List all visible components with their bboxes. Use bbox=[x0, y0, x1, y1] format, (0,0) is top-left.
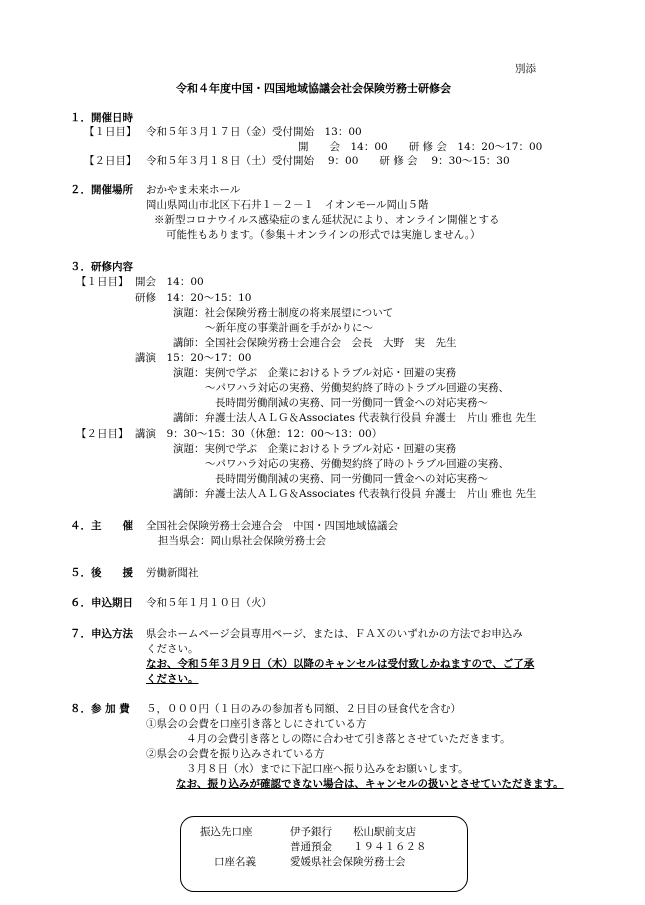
application-method-line2: ください。 bbox=[146, 643, 199, 655]
page-title: 令和４年度中国・四国地域協議会社会保険労務士研修会 bbox=[176, 82, 451, 95]
application-deadline: 令和５年１月１０日（火） bbox=[146, 597, 272, 609]
section-3-heading: ３．研修内容 bbox=[70, 261, 133, 273]
lecture2-time: 講演 9：30～15：30（休憩：12：00～13：00） bbox=[135, 428, 383, 440]
section-1-heading: １．開催日時 bbox=[70, 112, 133, 124]
section-7-heading: ７．申込方法 bbox=[70, 628, 133, 640]
attachment-label: 別添 bbox=[515, 63, 536, 75]
day1-schedule-line2: 開 会 14：00 研 修 会 14：20～17：00 bbox=[298, 141, 543, 153]
day1-label: 【１日目】 bbox=[84, 126, 137, 138]
payment-option-1-detail: ４月の会費引き落としの際に合わせて引き落とさせていただきます。 bbox=[186, 733, 511, 745]
opening-time: 開会 14：00 bbox=[135, 276, 204, 288]
training-speaker: 講師：全国社会保険労務士会連合会 会長 大野 実 先生 bbox=[173, 337, 457, 349]
training-subtitle: ～新年度の事業計画を手がかりに～ bbox=[205, 322, 373, 334]
lecture2-subtitle-2: 長時間労働削減の実務、同一労働同一賃金への対応実務～ bbox=[215, 473, 488, 485]
lecture2-speaker: 講師：弁護士法人ＡＬＧ＆Associates 代表執行役員 弁護士 片山 雅也 先生 bbox=[173, 488, 537, 500]
day1-schedule-line1: 令和５年３月１７日（金）受付開始 13：00 bbox=[146, 126, 362, 138]
section-5-heading: ５．後 援 bbox=[70, 567, 133, 579]
application-method-line1: 県会ホームページ会員専用ページ、または、ＦＡＸのいずれかの方法でお申込み bbox=[146, 628, 523, 640]
training-topic: 演題：社会保険労務士制度の将来展望について bbox=[173, 307, 394, 319]
host-organization: 全国社会保険労務士会連合会 中国・四国地域協議会 bbox=[146, 520, 398, 532]
payment-option-2-detail: ３月８日（水）までに下記口座へ振り込みをお願いします。 bbox=[186, 763, 469, 775]
sponsor-name: 労働新聞社 bbox=[146, 567, 199, 579]
training-time: 研修 14：20～15：10 bbox=[135, 292, 252, 304]
lecture1-subtitle-2: 長時間労働削減の実務、同一労働同一賃金への対応実務～ bbox=[215, 397, 488, 409]
online-note-line2: 可能性もあります。（参集＋オンラインの形式では実施しません。） bbox=[166, 229, 481, 241]
lecture1-time: 講演 15：20～17：00 bbox=[135, 352, 252, 364]
payment-option-2-note: なお、振り込みが確認できない場合は、キャンセルの扱いとさせていただきます。 bbox=[176, 778, 564, 790]
section-6-heading: ６．申込期日 bbox=[70, 597, 133, 609]
lecture2-subtitle-1: ～パワハラ対応の実務、労働契約終了時のトラブル回避の実務、 bbox=[205, 458, 510, 470]
bank-account-type-number: 普通預金 １９４１６２８ bbox=[290, 841, 427, 853]
program-day1-label: 【１日目】 bbox=[76, 276, 129, 288]
payment-option-1: ①県会の会費を口座引き落としにされている方 bbox=[146, 718, 367, 730]
section-4-heading: ４．主 催 bbox=[70, 520, 133, 532]
account-holder-label: 口座名義 bbox=[214, 856, 256, 868]
online-note-line1: ※新型コロナウイルス感染症のまん延状況により、オンライン開催とする bbox=[154, 214, 500, 226]
host-prefecture: 担当県会：岡山県社会保険労務士会 bbox=[158, 535, 326, 547]
account-holder-name: 愛媛県社会保険労務士会 bbox=[290, 856, 406, 868]
lecture2-topic: 演題：実例で学ぶ 企業におけるトラブル対応・回避の実務 bbox=[173, 443, 457, 455]
venue-name: おかやま未来ホール bbox=[146, 184, 241, 196]
bank-account-label: 振込先口座 bbox=[200, 826, 253, 838]
payment-option-2: ②県会の会費を振り込みされている方 bbox=[146, 748, 325, 760]
day2-label: 【２日目】 bbox=[84, 155, 137, 167]
venue-address: 岡山県岡山市北区下石井１－２－１ イオンモール岡山５階 bbox=[146, 199, 429, 211]
cancellation-notice-line2: ください。 bbox=[146, 673, 199, 685]
bank-name: 伊予銀行 松山駅前支店 bbox=[290, 826, 416, 838]
lecture1-topic: 演題：実例で学ぶ 企業におけるトラブル対応・回避の実務 bbox=[173, 367, 457, 379]
section-8-heading: ８．参 加 費 bbox=[70, 703, 130, 715]
program-day2-label: 【２日目】 bbox=[76, 428, 129, 440]
day2-schedule-line: 令和５年３月１８日（土）受付開始 9：00 研 修 会 9：30～15：30 bbox=[146, 155, 510, 167]
section-2-heading: ２．開催場所 bbox=[70, 184, 133, 196]
participation-fee: ５，０００円（１日のみの参加者も同額、２日目の昼食代を含む） bbox=[146, 703, 461, 715]
cancellation-notice-line1: なお、令和５年３月９日（木）以降のキャンセルは受付致しかねますので、ご了承 bbox=[146, 658, 535, 670]
lecture1-speaker: 講師：弁護士法人ＡＬＧ＆Associates 代表執行役員 弁護士 片山 雅也 先生 bbox=[173, 412, 537, 424]
lecture1-subtitle-1: ～パワハラ対応の実務、労働契約終了時のトラブル回避の実務、 bbox=[205, 382, 510, 394]
